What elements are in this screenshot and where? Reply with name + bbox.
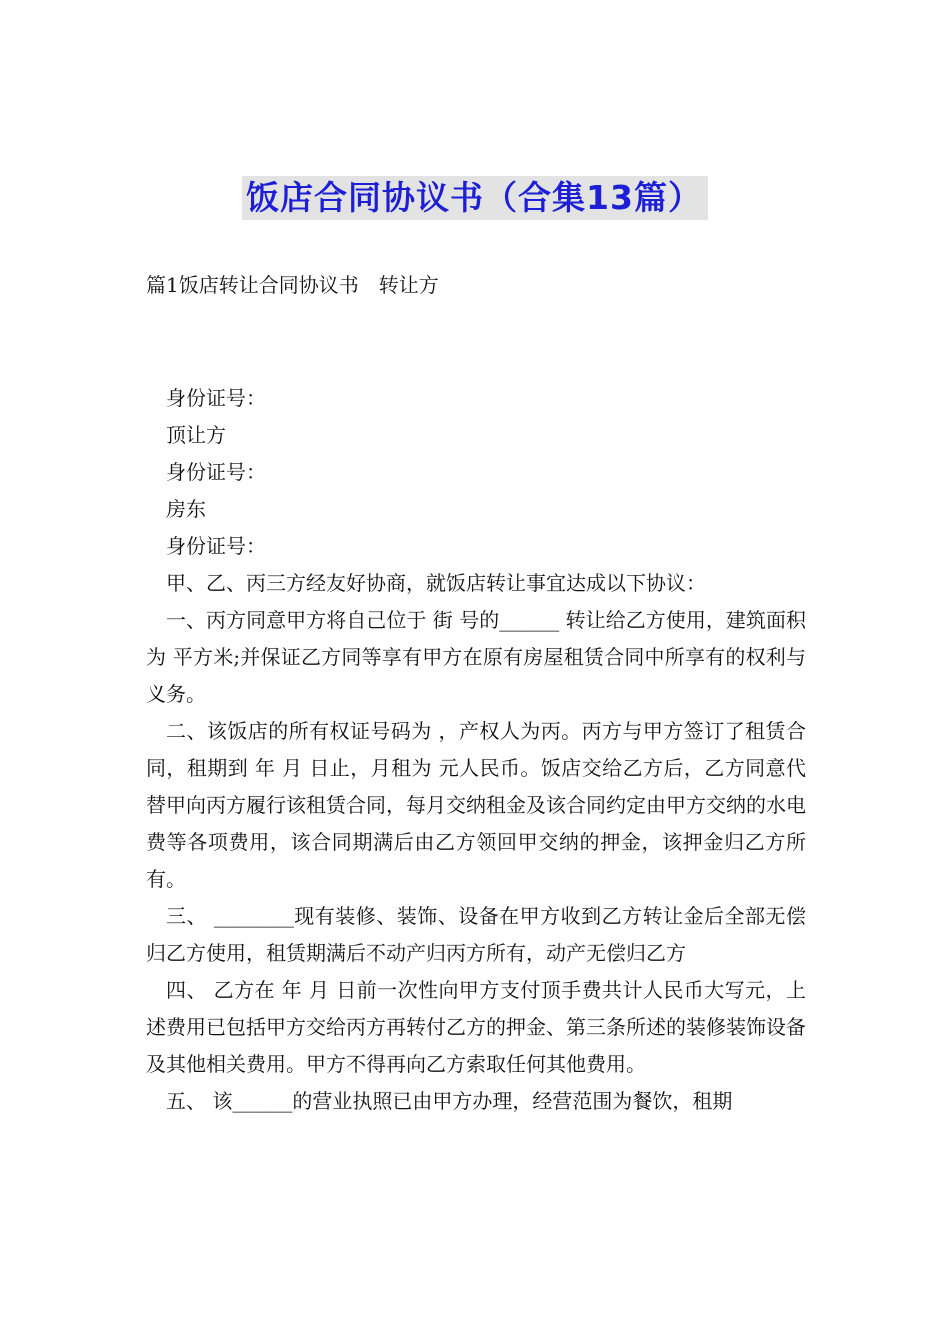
clause-1: 一、丙方同意甲方将自己位于 街 号的______ 转让给乙方使用，建筑面积为 平方米;并保证乙方同等享有甲方在原有房屋租赁合同中所享有的权利与义务。: [146, 608, 806, 706]
clause-4: 四、 乙方在 年 月 日前一次性向甲方支付顶手费共计人民币大写元，上述费用已包括甲方交给丙方再转付乙方的押金、第三条所述的装修装饰设备及其他相关费用。甲方不得再向乙方索取任何其他费用。: [146, 978, 806, 1076]
document-body: [146, 380, 806, 1120]
section-heading: 篇1饭店转让合同协议书 转让方: [146, 273, 439, 297]
paragraph-id-label-3: 身份证号：: [166, 534, 266, 558]
clause-5: 五、 该______的营业执照已由甲方办理，经营范围为餐饮，租期: [166, 1089, 733, 1113]
clause-2: 二、该饭店的所有权证号码为 ，产权人为丙。丙方与甲方签订了租赁合同，租期到 年 月 日止，月租为 元人民币。饭店交给乙方后，乙方同意代替甲向丙方履行该租赁合同，每月交纳租金及该合同约定由甲方交纳的水电费等各项费用，该合同期满后由乙方领回甲交纳的押金，该押金归乙方所有。: [146, 719, 806, 891]
clause-3: 三、 ________现有装修、装饰、设备在甲方收到乙方转让金后全部无偿归乙方使用，租赁期满后不动产归丙方所有，动产无偿归乙方: [146, 904, 806, 965]
paragraph-transferee: 顶让方: [166, 423, 226, 447]
paragraph-id-label-2: 身份证号：: [166, 460, 266, 484]
paragraph-intro: 甲、乙、丙三方经友好协商，就饭店转让事宜达成以下协议：: [166, 571, 706, 595]
paragraph-landlord: 房东: [166, 497, 206, 521]
title-container: [0, 176, 950, 220]
paragraph-id-label-1: 身份证号：: [166, 386, 266, 410]
document-title: 饭店合同协议书（合集13篇）: [242, 176, 708, 220]
